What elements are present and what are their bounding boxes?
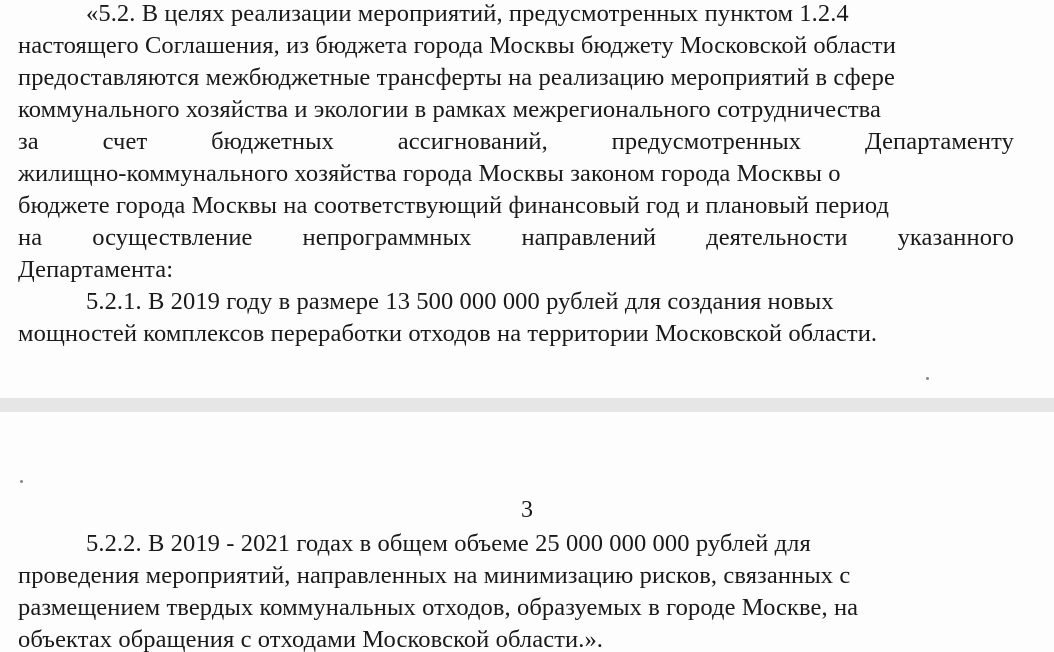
word: указанного	[897, 224, 1014, 251]
word: счет	[102, 128, 148, 155]
paragraph-5-2-line-7: бюджете города Москвы на соответствующий финансовый год и плановый период	[18, 192, 890, 219]
page-separator	[0, 398, 1054, 412]
paragraph-5-2-2-line-3: размещением твердых коммунальных отходов, образуемых в городе Москве, на	[18, 594, 859, 621]
paragraph-5-2-2-line-2: проведения мероприятий, направленных на минимизацию рисков, связанных с	[18, 562, 851, 589]
word: на	[18, 224, 43, 251]
paragraph-5-2-line-9: Департамента:	[18, 256, 174, 283]
paragraph-5-2-line-2: настоящего Соглашения, из бюджета города Москвы бюджету Московской области	[18, 32, 896, 59]
paragraph-5-2-1-line-2: мощностей комплексов переработки отходов на территории Московской области.	[18, 320, 878, 347]
word: непрограммных	[302, 224, 472, 251]
word: бюджетных	[211, 128, 334, 155]
word: Департаменту	[864, 128, 1014, 155]
paragraph-5-2-line-4: коммунального хозяйства и экологии в рамках межрегионального сотрудничества	[18, 96, 881, 123]
scan-speck	[926, 377, 929, 380]
paragraph-5-2-line-6: жилищно-коммунального хозяйства города Москвы законом города Москвы о	[18, 160, 841, 187]
paragraph-5-2-line-5	[18, 126, 1014, 158]
word: осуществление	[92, 224, 253, 251]
paragraph-5-2-line-8	[18, 222, 1014, 254]
page-number: 3	[521, 497, 533, 523]
paragraph-5-2-1-line-1: 5.2.1. В 2019 году в размере 13 500 000 000 рублей для создания новых	[86, 288, 834, 315]
document-page-bottom	[0, 412, 1054, 652]
paragraph-5-2-line-1: «5.2. В целях реализации мероприятий, предусмотренных пунктом 1.2.4	[86, 0, 849, 27]
word: за	[18, 128, 39, 155]
word: направлений	[521, 224, 657, 251]
word: предусмотренных	[611, 128, 802, 155]
word: деятельности	[706, 224, 848, 251]
scan-speck	[20, 480, 23, 483]
paragraph-5-2-2-line-1: 5.2.2. В 2019 - 2021 годах в общем объеме 25 000 000 000 рублей для	[86, 530, 811, 557]
paragraph-5-2-2-line-4: объектах обращения с отходами Московской области.».	[18, 626, 604, 652]
paragraph-5-2-line-3: предоставляются межбюджетные трансферты на реализацию мероприятий в сфере	[18, 64, 895, 91]
word: ассигнований,	[397, 128, 548, 155]
